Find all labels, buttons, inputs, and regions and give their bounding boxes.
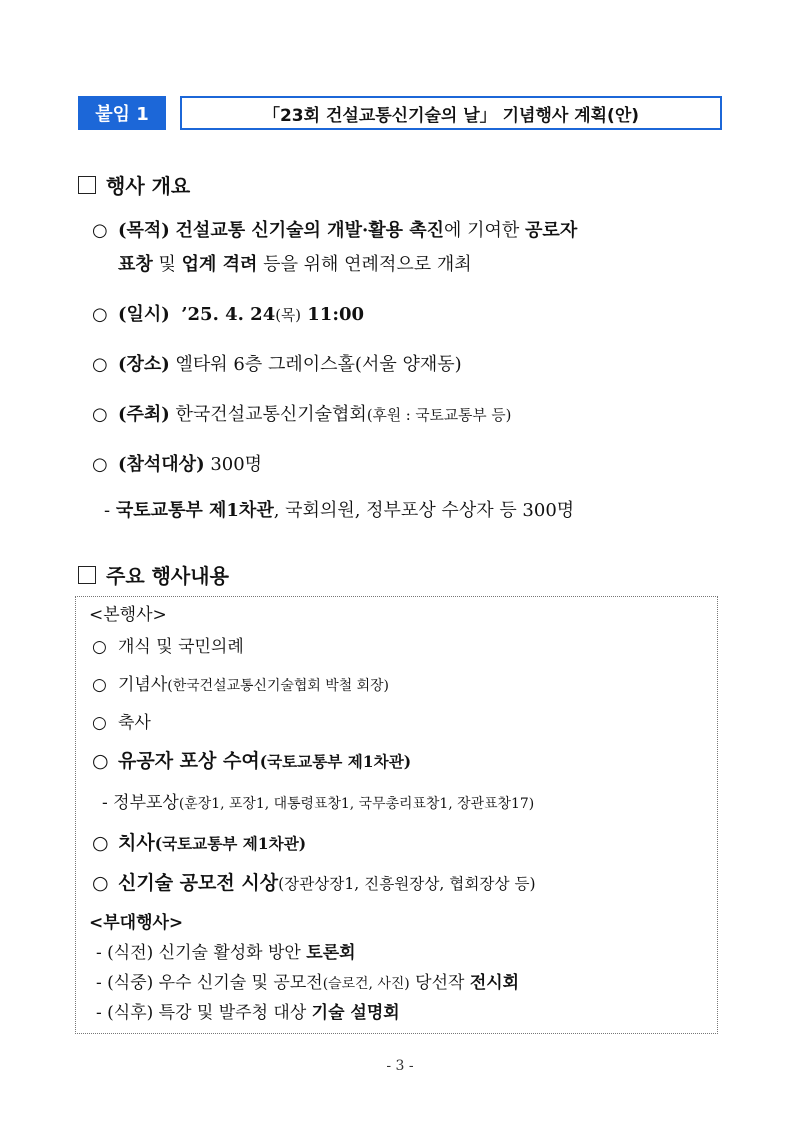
document-header xyxy=(78,96,722,130)
during-text: 우수 신기술 및 공모전 xyxy=(153,973,323,993)
date-time: 11:00 xyxy=(301,304,365,325)
main-award xyxy=(92,749,411,774)
purpose-bold-2: 공로자 xyxy=(525,220,578,241)
circle-bullet-icon: ○ xyxy=(92,354,108,375)
circle-bullet-icon: ○ xyxy=(92,637,107,657)
pre-text: 신기술 활성화 방안 xyxy=(153,943,307,963)
commemoration-text: 기념사 xyxy=(118,675,168,695)
overview-purpose-line1 xyxy=(92,218,577,244)
attendees-detail-bold: 국토교통부 제1차관 xyxy=(115,500,274,521)
date-value: ’25. 4. 24 xyxy=(181,304,276,325)
host-value: 한국건설교통신기술협회 xyxy=(169,404,367,425)
post-bold: 기술 설명회 xyxy=(311,1003,400,1023)
section-heading-main xyxy=(78,560,229,589)
circle-bullet-icon: ○ xyxy=(92,675,107,695)
attendees-value: 300명 xyxy=(204,454,263,475)
attendees-detail-rest: , 국회의원, 정부포상 수상자 등 300명 xyxy=(273,500,575,521)
circle-bullet-icon: ○ xyxy=(92,454,108,475)
during-label: (식중) xyxy=(107,973,154,993)
circle-bullet-icon: ○ xyxy=(92,220,108,241)
overview-attendees-detail xyxy=(104,498,574,524)
host-label: (주최) xyxy=(118,404,170,425)
contest-bold: 신기술 공모전 시상 xyxy=(118,872,279,894)
opening-text: 개식 및 국민의례 xyxy=(118,637,244,657)
overview-venue xyxy=(92,352,462,378)
purpose-label: (목적) xyxy=(118,220,170,241)
venue-value: 엘타워 6층 그레이스홀(서울 양재동) xyxy=(169,354,462,375)
circle-bullet-icon: ○ xyxy=(92,304,108,325)
page-number: - 3 - xyxy=(386,1058,414,1074)
purpose-bold-4: 업계 격려 xyxy=(181,254,258,275)
date-weekday: (목) xyxy=(275,307,301,324)
checkbox-square-icon xyxy=(78,566,96,584)
overview-purpose-line2 xyxy=(118,252,472,278)
main-event-heading: <본행사> xyxy=(89,605,167,625)
post-label: (식후) xyxy=(107,1003,154,1023)
speech-note: (국토교통부 제1차관) xyxy=(154,834,307,853)
commemoration-note: (한국건설교통신기술협회 박철 회장) xyxy=(167,678,389,694)
during-bold: 전시회 xyxy=(469,973,520,993)
venue-label: (장소) xyxy=(118,354,170,375)
section-heading-overview xyxy=(78,170,190,199)
pre-bold: 토론회 xyxy=(306,943,356,963)
side-post xyxy=(96,1001,400,1025)
date-label: (일시) xyxy=(118,304,170,325)
award-note: (국토교통부 제1차관) xyxy=(259,752,412,771)
main-speech xyxy=(92,831,306,856)
side-events-heading: <부대행사> xyxy=(89,913,184,933)
during-note: (슬로건, 사진) xyxy=(322,976,410,992)
circle-bullet-icon: ○ xyxy=(92,832,109,854)
checkbox-square-icon xyxy=(78,176,96,194)
overview-attendees xyxy=(92,452,262,478)
purpose-text-3: 등을 위해 연례적으로 개최 xyxy=(257,254,472,275)
main-opening xyxy=(92,635,244,659)
side-pre xyxy=(96,941,356,965)
event-content-box xyxy=(75,596,718,1034)
attachment-badge: 붙임 1 xyxy=(78,96,166,130)
dash: - xyxy=(96,1003,108,1023)
document-title: 「23회 건설교통신기술의 날」 기념행사 계획(안) xyxy=(180,96,722,130)
during-text2: 당선작 xyxy=(409,973,470,993)
speech-bold: 치사 xyxy=(118,832,155,854)
purpose-bold-3: 표창 xyxy=(118,254,153,275)
side-during xyxy=(96,971,519,996)
main-gov-award xyxy=(102,791,534,816)
congrats-text: 축사 xyxy=(118,713,151,733)
main-contest xyxy=(92,871,536,896)
post-text: 특강 및 발주청 대상 xyxy=(153,1003,312,1023)
gov-award-text: 정부포상 xyxy=(113,793,179,813)
main-commemoration xyxy=(92,673,389,698)
section-title: 행사 개요 xyxy=(106,174,191,198)
main-congrats xyxy=(92,711,151,735)
pre-label: (식전) xyxy=(107,943,154,963)
purpose-text-2: 및 xyxy=(152,254,182,275)
dash: - xyxy=(102,793,114,813)
attendees-label: (참석대상) xyxy=(118,454,205,475)
section-title: 주요 행사내용 xyxy=(106,564,229,588)
purpose-text-1: 에 기여한 xyxy=(444,220,526,241)
circle-bullet-icon: ○ xyxy=(92,404,108,425)
award-bold: 유공자 포상 수여 xyxy=(118,750,260,772)
overview-host xyxy=(92,402,511,429)
dash: - xyxy=(104,500,116,521)
dash: - xyxy=(96,943,108,963)
circle-bullet-icon: ○ xyxy=(92,713,107,733)
host-note: (후원 : 국토교통부 등) xyxy=(366,407,512,424)
overview-date xyxy=(92,302,364,329)
circle-bullet-icon: ○ xyxy=(92,750,109,772)
gov-award-note: (훈장1, 포장1, 대통령표창1, 국무총리표창1, 장관표창17) xyxy=(178,796,535,812)
purpose-bold-1: 건설교통 신기술의 개발·활용 촉진 xyxy=(175,220,445,241)
dash: - xyxy=(96,973,108,993)
contest-note: (장관상장1, 진흥원장상, 협회장상 등) xyxy=(278,875,536,893)
circle-bullet-icon: ○ xyxy=(92,872,109,894)
